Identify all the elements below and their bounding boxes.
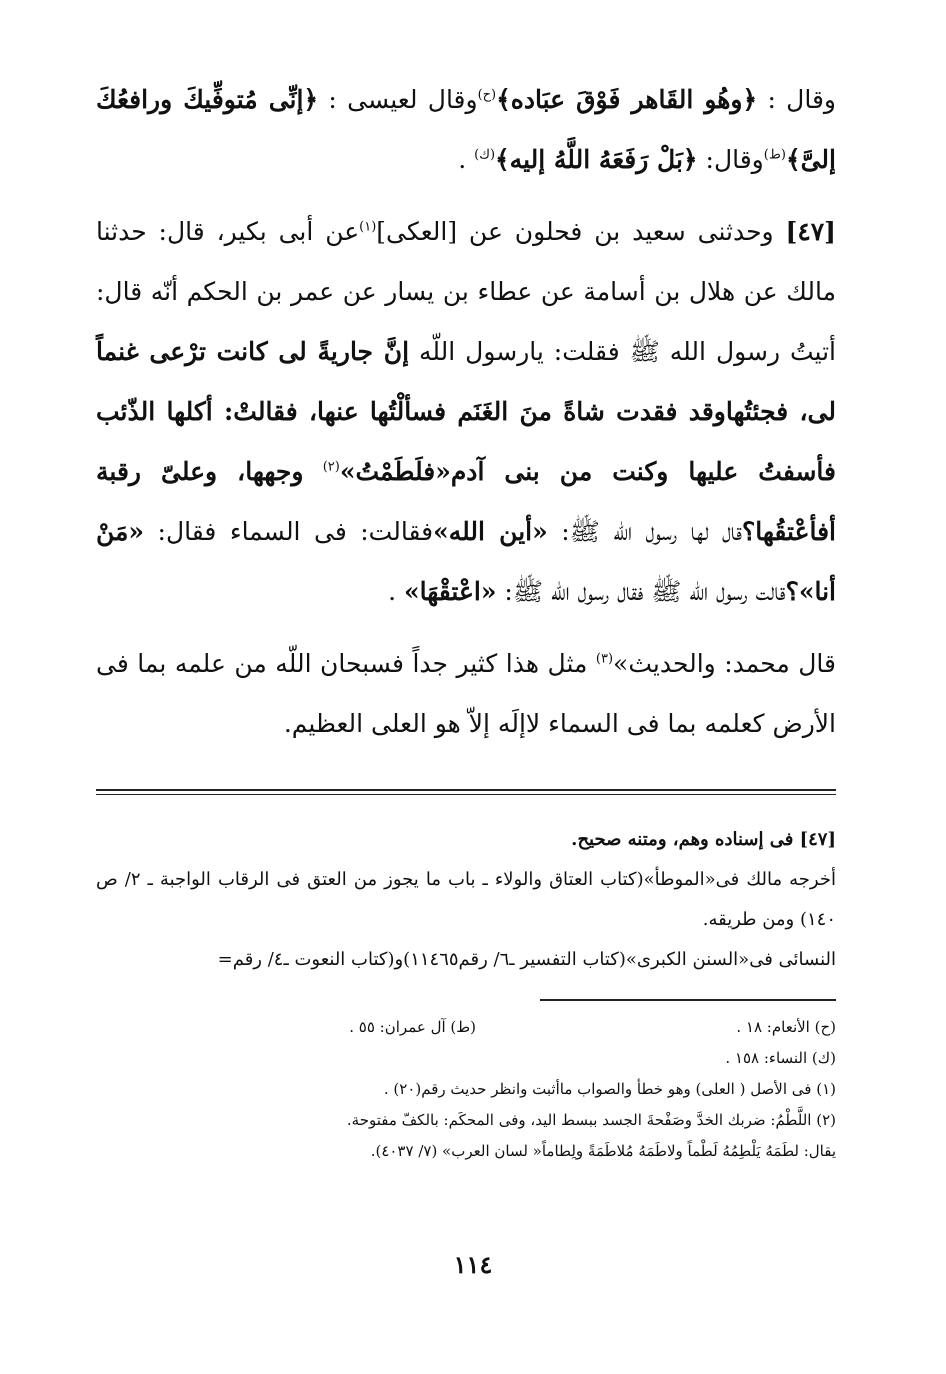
footnote-t: (ط) آل عمران: ٥٥ .: [349, 1018, 476, 1036]
paragraph-verses: [96, 70, 836, 190]
footnote-1: (١) فى الأصل ( العلى) وهو خطأ والصواب ماأثبت وانظر حديث رقم(٢٠) .: [383, 1080, 836, 1098]
takhrij-line: النسائى فى«السنن الكبرى»(كتاب التفسير ـ٦/ رقم١١٤٦٥)و(كتاب النعوت ـ٤/ رقم=: [217, 949, 836, 970]
quran-verse: ﴿وهُو القَاهر فَوْقَ عبَاده﴾: [496, 85, 758, 114]
hadith-number: [٤٧]: [785, 217, 837, 246]
text-run: قالت رسول الله ﷺ فقال رسول الله ﷺ:: [496, 577, 786, 606]
footnote-marker: (٢): [322, 459, 340, 475]
footnote-marker: (٣): [595, 651, 614, 667]
text-run: مثل هذا كثير جداً فسبحان اللّه من علمه بما فى الأرض كعلمه بما فى السماء لاإلَه إلاّ هو العلى العظيم.: [96, 649, 836, 738]
text-run: قال محمد: والحديث»: [613, 649, 836, 678]
double-divider: [96, 789, 836, 795]
text-run: وحدثنى سعيد بن فحلون عن [العكى]: [376, 217, 786, 246]
quran-verse: ﴿بَلْ رَفَعَهُ اللَّهُ إليه﴾: [495, 145, 698, 174]
footnote-marker: (١): [359, 219, 377, 235]
paragraph-muhammad: [96, 634, 836, 754]
main-text: [96, 70, 836, 754]
text-run: عن أبى بكير، قال: حدثنا مالك عن هلال بن أسامة عن عطاء بن يسار عن عمر بن الحكم أنّه قال: أتيتُ رسول الله ﷺ فقلت: يارسول اللّه: [96, 217, 836, 366]
footnote-2: (٢) اللَّطْمُ: ضربك الخدَّ وصَفْحةَ الجسد ببسط اليد، وفى المحكَم: بالكفّ مفتوحة.: [346, 1111, 836, 1129]
takhrij-line: أخرجه مالك فى«الموطأ»(كتاب العتاق والولاء ـ باب ما يجوز من العتق فى الرقاب الواجبة ـ ٢/ ص ١٤٠) ومن طريقه.: [96, 869, 836, 930]
footnote-2-cont: يقال: لطَمَهُ يَلْطِمُهُ لَطْماً ولاطَمَهُ مُلاطَمَةً ولِطاماً« لسان العرب» (٧/ ٤٠٣٧).: [370, 1142, 836, 1160]
footnote-row: [96, 1012, 836, 1043]
hadith-matn: وجهها، وعلىّ رقبة أفأعْتقُها؟: [96, 457, 836, 546]
hadith-matn: «أين الله»: [433, 517, 548, 546]
takhrij-section: [96, 820, 836, 980]
footnote-k: (ك) النساء: ١٥٨ .: [725, 1049, 836, 1067]
takhrij-heading: [٤٧] فى إسناده وهم، ومتنه صحيح.: [571, 829, 836, 850]
footnotes: [96, 1012, 836, 1167]
hadith-matn: «مَنْ أنا»؟: [96, 517, 836, 606]
footnote-marker: (ط): [763, 147, 786, 163]
footnote-marker: (ح): [477, 87, 497, 103]
text-run: وقال:: [697, 145, 764, 174]
paragraph-hadith-47: [96, 202, 836, 622]
footnote-marker: (ك): [474, 147, 496, 163]
hadith-matn: «اعْتقْهَا»: [404, 577, 497, 606]
text-run: وقال :: [757, 85, 836, 114]
text-run: .: [388, 577, 397, 606]
text-run: فقالت: فى السماء فقال:: [144, 517, 434, 546]
footnote-divider: [540, 999, 836, 1001]
text-run: .: [458, 145, 467, 174]
hadith-matn: إنَّ جاريةً لى كانت ترْعى غنماً لى، فجئتُهاوقد فقدت شاةً منَ الغَنَم فسألْتُها عنها، فقالتْ: أكلها الذّئب فأسفتُ عليها وكنت من بنى آدم«فلَطَمْتُ»: [96, 337, 836, 486]
page-number: ١١٤: [453, 1250, 493, 1279]
text-run: وقال لعيسى :: [318, 85, 478, 114]
quran-verse: ﴿إنِّى مُتوفِّيكَ ورافعُكَ إلىَّ﴾: [96, 85, 836, 174]
footnote-h: (ح) الأنعام: ١٨ .: [736, 1018, 836, 1036]
text-run: قال لها رسول الله ﷺ:: [547, 517, 742, 546]
